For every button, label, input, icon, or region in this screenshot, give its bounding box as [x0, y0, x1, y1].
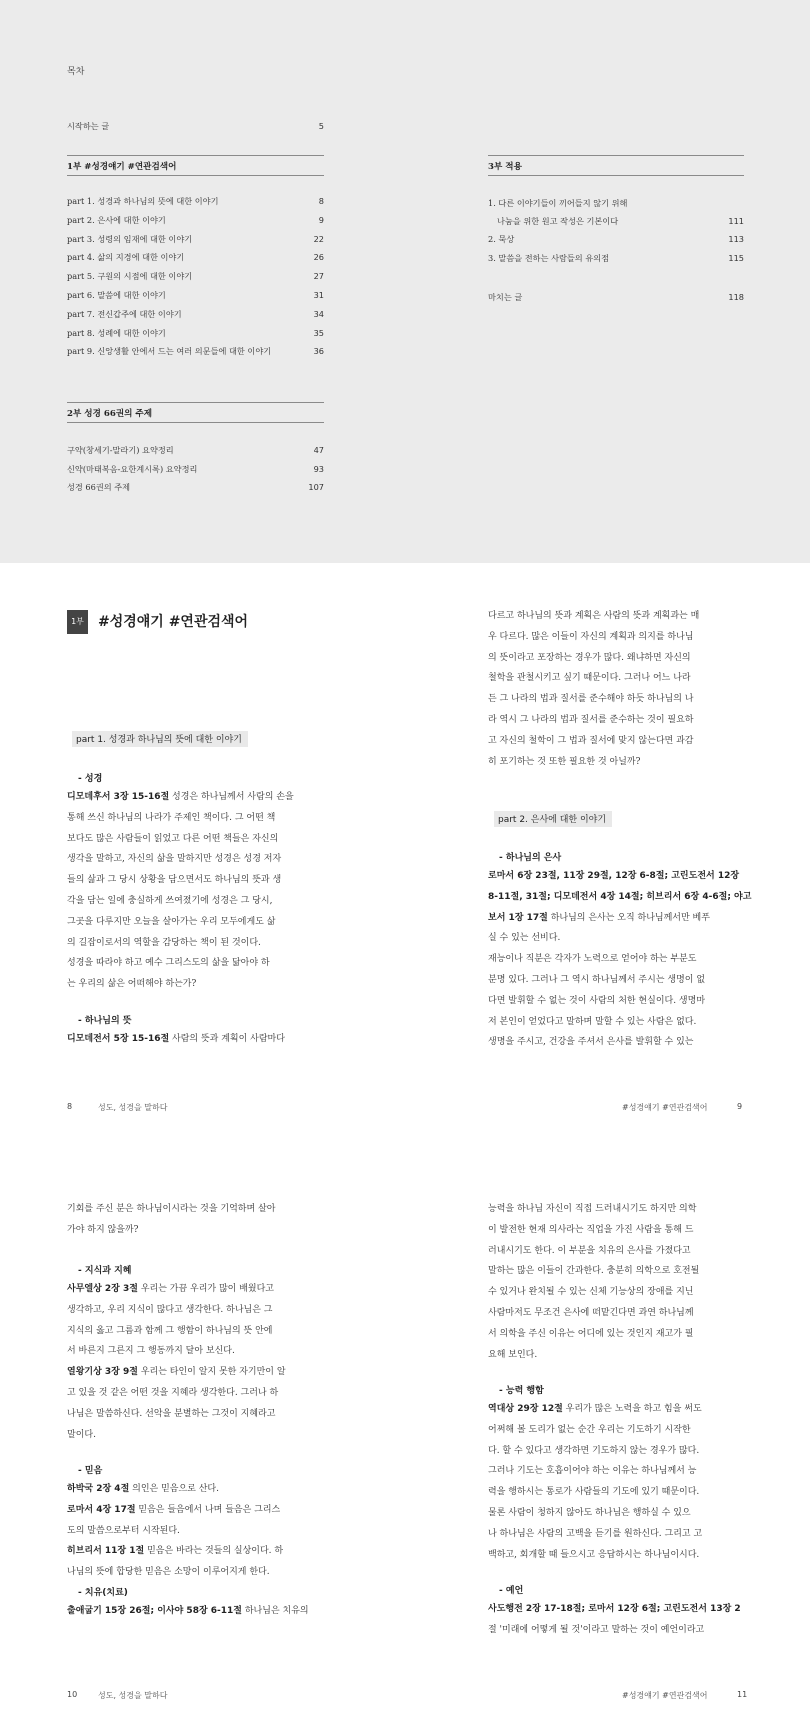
text-span: 그러나 기도는 호흡이어야 하는 이유는 하나님께서 능	[488, 1466, 697, 1477]
toc-entry-label: 성경 66권의 주제	[67, 482, 131, 492]
text-span: 우리가 많은 노력을 하고 힘을 써도	[562, 1404, 702, 1414]
toc-entry-label: 신약(마태복음-요한계시록) 요약정리	[67, 463, 198, 474]
toc-entry-label: part 7. 전신갑주에 대한 이야기	[67, 308, 182, 319]
text-line	[488, 991, 705, 1012]
text-line	[488, 1012, 696, 1033]
text-line	[67, 808, 275, 829]
text-span: 재능이나 직분은 각자가 노력으로 얻어야 하는 부분도	[488, 954, 697, 965]
section-subheading: - 하나님의 은사	[499, 853, 562, 863]
toc-entry	[67, 308, 324, 320]
scripture-reference: 역대상 29장 12절	[488, 1404, 563, 1414]
text-span: 우리는 타인이 알지 못한 자기만이 알	[137, 1367, 286, 1378]
text-line	[488, 928, 560, 949]
text-line	[488, 908, 710, 929]
text-line: 기회를 주신 분은 하나님이시라는 것을 기억하며 살아	[67, 1204, 276, 1214]
text-line: 능력을 하나님 자신이 직접 드러내시기도 하지만 의학	[488, 1204, 697, 1214]
scripture-reference: 8-11절, 31절; 디모데전서 4장 14절; 히브리서 6장 4-6절; 야고	[488, 891, 752, 902]
toc-entry	[67, 270, 324, 282]
text-line: 말하는 많은 이들이 간과한다. 충분히 의학으로 호전될	[488, 1266, 700, 1277]
toc-entry	[67, 345, 324, 357]
text-line	[488, 1461, 696, 1482]
text-line: 히 포기하는 것 또한 필요한 것 아닐까?	[488, 756, 641, 767]
text-span: 보다도 많은 사람들이 읽었고 다른 어떤 책들은 자신의	[67, 833, 279, 844]
toc-entry	[67, 481, 324, 493]
text-span: 말이다.	[67, 1429, 96, 1440]
text-line	[67, 933, 261, 954]
page-number: 11	[737, 1690, 748, 1699]
text-line	[67, 891, 272, 912]
toc-entry	[67, 233, 324, 245]
toc-rule	[67, 402, 324, 403]
text-line	[67, 1029, 285, 1050]
text-line	[488, 949, 696, 970]
text-span: 지식의 옳고 그름과 함께 그 행함이 하나님의 뜻 안에	[67, 1325, 273, 1336]
part-header: part 1. 성경과 하나님의 뜻에 대한 이야기	[72, 731, 248, 747]
toc-entry	[67, 251, 324, 263]
text-span: 의인은 믿음으로 산다.	[129, 1484, 219, 1494]
scripture-reference: 디모데전서 5장 15-16절	[67, 1034, 170, 1044]
toc-entry	[488, 215, 744, 227]
text-line	[67, 1601, 309, 1622]
running-head: 성도, 성경을 말하다	[98, 1691, 168, 1700]
scripture-reference: 사도행전 2장 17-18절; 로마서 12장 6절; 고린도전서 13장 2	[488, 1604, 741, 1614]
toc-spread	[0, 0, 810, 563]
text-line	[67, 1521, 180, 1542]
toc-entry-label: part 6. 말씀에 대한 이야기	[67, 290, 166, 300]
toc-entry	[67, 289, 324, 301]
text-span: 나 하나님은 사람의 고백을 듣기를 원하신다. 그리고 고	[488, 1528, 703, 1539]
section-subheading: - 하나님의 뜻	[78, 1016, 132, 1026]
text-line: 철학을 관철시키고 싶기 때문이다. 그러나 어느 나라	[488, 673, 691, 684]
text-span: 생각하고, 우리 지식이 많다고 생각한다. 하나님은 그	[67, 1304, 273, 1315]
scripture-reference: 로마서 4장 17절	[67, 1504, 136, 1515]
toc-entry-label: part 2. 은사에 대한 이야기	[67, 214, 166, 225]
toc-entry-label: part 1. 성경과 하나님의 뜻에 대한 이야기	[67, 196, 219, 206]
toc-entry-page: 115	[728, 252, 744, 263]
toc-rule	[67, 175, 324, 176]
toc-entry-label: 구약(창세기-말라기) 요약정리	[67, 445, 174, 455]
scripture-reference: 로마서 6장 23절, 11장 29절, 12장 6-8절; 고린도전서 12장	[488, 871, 740, 881]
section-subheading: - 예언	[499, 1586, 524, 1596]
text-span: 통해 쓰신 하나님의 나라가 주제인 책이다. 그 어떤 책	[67, 812, 276, 823]
text-span: 어쩌해 볼 도리가 없는 순간 우리는 기도하기 시작한	[488, 1424, 691, 1435]
toc-entry	[488, 233, 744, 245]
text-line: 고 자신의 철학이 그 법과 질서에 맞지 않는다면 과감	[488, 735, 694, 746]
text-span: 다면 발휘할 수 없는 것이 사람의 처한 현실이다. 생명마	[488, 995, 706, 1006]
scripture-reference: 사무엘상 2장 3절	[67, 1284, 138, 1294]
text-line	[67, 1479, 219, 1500]
toc-entry-label: 2. 묵상	[488, 234, 515, 244]
toc-entry-outro	[488, 291, 744, 303]
text-span: 는 우리의 삶은 어떠해야 하는가?	[67, 979, 197, 990]
text-line	[488, 1420, 691, 1441]
toc-entry-page: 35	[313, 327, 324, 338]
text-line	[67, 829, 278, 850]
toc-rule	[67, 422, 324, 423]
page-number: 10	[67, 1690, 78, 1699]
toc-entry-page: 47	[313, 445, 324, 455]
text-line: 수 있거나 완치될 수 있는 신체 기능상의 장애를 지닌	[488, 1287, 694, 1298]
text-line	[67, 1279, 274, 1300]
text-line	[67, 1541, 283, 1562]
scripture-reference: 보서 1장 17절	[488, 912, 548, 923]
page-number: 8	[67, 1102, 73, 1111]
toc-entry-label: 나눔을 위한 원고 작성은 기본이다	[497, 216, 619, 226]
text-line	[488, 1482, 699, 1503]
text-line	[67, 1341, 235, 1362]
running-head: #성경얘기 #연관검색어	[622, 1103, 708, 1112]
running-head: 성도, 성경을 말하다	[98, 1103, 168, 1112]
text-line	[67, 912, 275, 933]
toc-rule	[67, 155, 324, 156]
section-subheading: - 치유(치료)	[78, 1588, 128, 1598]
toc-entry-page: 5	[318, 121, 324, 131]
text-span: 고 있을 것 같은 어떤 것을 지혜라 생각한다. 그러나 하	[67, 1388, 279, 1398]
toc-entry	[67, 327, 324, 339]
toc-entry-page: 31	[313, 290, 324, 300]
scripture-reference: 열왕기상 3장 9절	[67, 1367, 138, 1378]
toc-entry-label: part 3. 성령의 임재에 대한 이야기	[67, 233, 193, 244]
text-span: 우리는 가끔 우리가 많이 배웠다고	[137, 1284, 274, 1294]
text-line	[67, 1383, 278, 1404]
text-span: 생각을 말하고, 자신의 삶을 말하지만 성경은 성경 저자	[67, 854, 282, 865]
text-line	[67, 1562, 270, 1583]
text-line: 이 발전한 현재 의사라는 직업을 가진 사람을 통해 드	[488, 1224, 694, 1235]
text-line	[488, 1524, 702, 1545]
toc-entry-page: 107	[308, 482, 324, 492]
toc-part3-heading: 3부 적용	[488, 162, 522, 172]
text-line	[488, 1620, 704, 1641]
text-line	[488, 887, 751, 908]
toc-entry	[67, 444, 324, 456]
text-line	[67, 849, 281, 870]
toc-entry-label: part 9. 신앙생활 안에서 드는 여러 의문들에 대한 이야기	[67, 346, 272, 357]
text-span: 분명 있다. 그러나 그 역시 하나님께서 주시는 생명이 없	[488, 975, 706, 985]
toc-title: 목차	[67, 67, 85, 77]
text-line	[67, 1500, 280, 1521]
text-span: 나님은 말씀하신다. 선악을 분별하는 그것이 지혜라고	[67, 1408, 276, 1419]
running-head: #성경얘기 #연관검색어	[622, 1691, 708, 1700]
scripture-reference: 디모데후서 3장 15-16절	[67, 792, 170, 802]
text-line	[488, 866, 739, 887]
text-span: 나님의 뜻에 합당한 믿음은 소망이 이루어지게 한다.	[67, 1567, 270, 1578]
toc-entry-page: 111	[728, 216, 744, 226]
toc-entry-label: 시작하는 글	[67, 121, 110, 131]
text-line	[67, 1404, 275, 1425]
text-span: 성경은 하나님께서 사람의 손을	[169, 792, 294, 802]
toc-entry-label: 마치는 글	[488, 292, 523, 302]
text-line	[67, 1362, 286, 1383]
text-line	[67, 1300, 272, 1321]
toc-entry	[488, 197, 744, 209]
text-span: 절 '미래에 어떻게 될 것'이라고 말하는 것이 예언이라고	[488, 1624, 705, 1635]
text-span: 들의 삶과 그 당시 상황을 담으면서도 하나님의 뜻과 생	[67, 875, 282, 886]
toc-entry-label: part 8. 성례에 대한 이야기	[67, 327, 166, 338]
text-line: 우 다르다. 많은 이들이 자신의 계획과 의지를 하나님	[488, 631, 694, 642]
toc-rule	[488, 175, 744, 176]
text-line: 서 의학을 주신 이유는 어디에 있는 것인지 재고가 필	[488, 1328, 694, 1339]
text-span: 믿음은 바라는 것들의 실상이다. 하	[144, 1546, 284, 1557]
text-span: 력을 행하시는 통로가 사람들의 기도에 있기 때문이다.	[488, 1487, 700, 1498]
text-span: 믿음은 들음에서 나며 들음은 그리스	[135, 1504, 281, 1515]
text-line	[67, 1425, 96, 1446]
text-line	[488, 1399, 702, 1420]
text-span: 서 바른지 그른지 그 행동까지 달아 보신다.	[67, 1346, 235, 1357]
scripture-reference: 히브리서 11장 1절	[67, 1546, 145, 1557]
text-span: 성경을 따라야 하고 예수 그리스도의 삶을 닮아야 하	[67, 958, 270, 969]
chapter-badge: 1부	[67, 610, 88, 634]
text-line: 의 뜻이라고 포장하는 경우가 많다. 왜냐하면 자신의	[488, 652, 691, 663]
text-span: 각을 담는 일에 충실하게 쓰여졌기에 성경은 그 당시,	[67, 896, 273, 906]
toc-rule	[488, 155, 744, 156]
section-subheading: - 능력 행함	[499, 1386, 544, 1396]
text-span: 하나님의 은사는 오직 하나님께서만 베푸	[547, 912, 710, 923]
toc-entry-page: 26	[313, 252, 324, 263]
text-line: 라 역시 그 나라의 법과 질서를 준수하는 것이 필요하	[488, 715, 694, 725]
text-span: 사람의 뜻과 계획이 사람마다	[169, 1034, 285, 1044]
text-line	[488, 1503, 691, 1524]
toc-entry-page: 113	[728, 234, 744, 244]
toc-entry-label: part 5. 구원의 시점에 대한 이야기	[67, 271, 193, 282]
text-span: 물론 사람이 청하지 않아도 하나님은 행하실 수 있으	[488, 1508, 691, 1518]
text-line	[488, 970, 705, 991]
text-line	[67, 870, 281, 891]
text-line: 든 그 나라의 법과 질서를 준수해야 하듯 하나님의 나	[488, 694, 694, 705]
scripture-reference: 출애굽기 15장 26절; 이사야 58장 6-11절	[67, 1606, 242, 1616]
toc-entry-label: 1. 다른 이야기들이 끼어들지 않기 위해	[488, 198, 628, 208]
toc-entry-intro	[67, 120, 324, 132]
toc-entry-page: 118	[728, 292, 744, 302]
toc-entry-page: 93	[313, 463, 324, 474]
toc-entry-label: part 4. 삶의 지경에 대한 이야기	[67, 252, 185, 263]
toc-entry	[67, 214, 324, 226]
text-line	[488, 1599, 741, 1620]
part-header: part 2. 은사에 대한 이야기	[494, 811, 612, 827]
text-span: 실 수 있는 선비다.	[488, 933, 561, 944]
toc-entry	[67, 195, 324, 207]
text-line: 다르고 하나님의 뜻과 계획은 사람의 뜻과 계획과는 매	[488, 611, 700, 621]
toc-entry-page: 34	[313, 308, 324, 319]
toc-entry-page: 8	[318, 196, 324, 206]
toc-entry-page: 22	[313, 233, 324, 244]
section-subheading: - 지식과 지혜	[78, 1266, 132, 1276]
text-line	[67, 787, 294, 808]
page-number: 9	[737, 1102, 743, 1111]
text-span: 의 길잡이로서의 역할을 감당하는 책이 된 것이다.	[67, 937, 261, 948]
text-line	[67, 974, 196, 995]
toc-part2-heading: 2부 성경 66권의 주제	[67, 409, 153, 419]
scripture-reference: 하박국 2장 4절	[67, 1484, 130, 1494]
text-line	[488, 1545, 699, 1566]
text-line	[488, 1441, 699, 1462]
toc-entry-label: 3. 말씀을 전하는 사람들의 유의점	[488, 252, 610, 263]
chapter-title: #성경얘기 #연관검색어	[98, 614, 249, 630]
section-subheading: - 성경	[78, 774, 103, 784]
text-span: 백하고, 회개할 때 들으시고 응답하시는 하나님이시다.	[488, 1549, 700, 1560]
text-span: 다. 할 수 있다고 생각하면 기도하지 않는 경우가 많다.	[488, 1445, 700, 1456]
text-span: 그곳을 다루지만 오늘을 살아가는 우리 모두에게도 삶	[67, 916, 276, 927]
text-line	[67, 953, 270, 974]
text-span: 하나님은 치유의	[242, 1606, 309, 1616]
text-line: 가야 하지 않을까?	[67, 1224, 139, 1235]
text-span: 도의 말씀으로부터 시작된다.	[67, 1525, 180, 1536]
toc-entry-page: 27	[313, 271, 324, 282]
text-line: 러내시기도 한다. 이 부분을 치유의 은사를 가졌다고	[488, 1245, 691, 1256]
text-line	[488, 1032, 693, 1053]
toc-entry-page: 36	[313, 346, 324, 357]
toc-entry	[488, 252, 744, 264]
text-line: 요해 보인다.	[488, 1349, 538, 1360]
toc-part1-heading: 1부 #성경얘기 #연관검색어	[67, 162, 177, 172]
text-line	[67, 1321, 272, 1342]
section-subheading: - 믿음	[78, 1466, 103, 1476]
text-line: 사람마저도 무조건 은사에 떠맡긴다면 과연 하나님께	[488, 1308, 694, 1318]
text-span: 저 본인이 얻었다고 말하며 말할 수 있는 사람은 없다.	[488, 1016, 697, 1027]
toc-entry-page: 9	[318, 214, 324, 225]
text-span: 생명을 주시고, 건강을 주셔서 은사를 발휘할 수 있는	[488, 1037, 694, 1048]
toc-entry	[67, 463, 324, 475]
